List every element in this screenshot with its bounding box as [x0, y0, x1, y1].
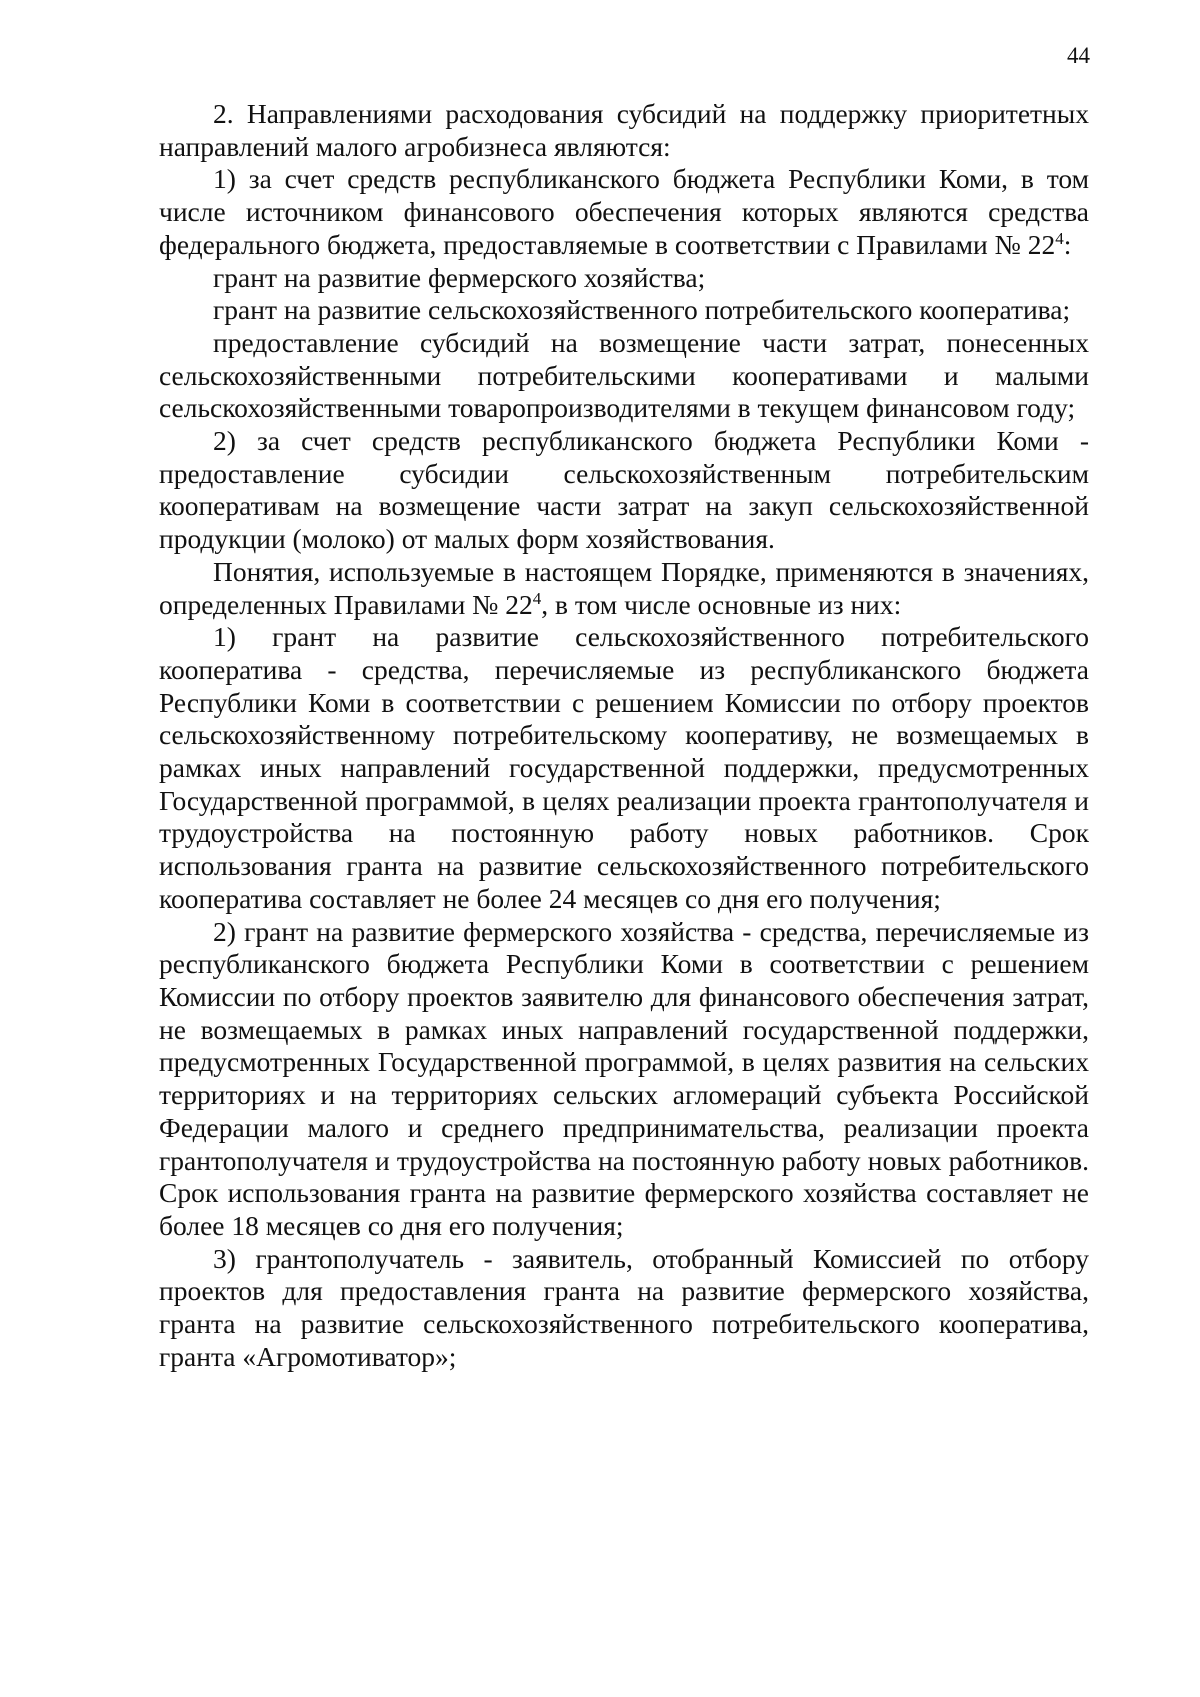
paragraph — [159, 916, 1089, 1243]
paragraph — [159, 262, 1089, 295]
paragraph — [159, 1243, 1089, 1374]
paragraph-text: предоставление субсидий на возмещение части затрат, понесенных сельскохозяйственными потребительскими кооперативами и малыми сельскохозяйственными товаропроизводителями в текущем финансовом году; — [159, 326, 1089, 424]
paragraph-text: 1) за счет средств республиканского бюджета Республики Коми, в том числе источником финансового обеспечения которых являются средства федерального бюджета, предоставляемые в соответствии с Правилами № 22 — [159, 163, 1089, 260]
paragraph — [159, 98, 1089, 163]
paragraph-text: 3) грантополучатель - заявитель, отобранный Комиссией по отбору проектов для предоставления гранта на развитие фермерского хозяйства, гранта на развитие сельскохозяйственного потребительского кооператива, гранта «Агромотиватор»; — [159, 1242, 1089, 1372]
footnote-superscript: 4 — [1055, 228, 1064, 248]
paragraph-text: грант на развитие фермерского хозяйства; — [213, 261, 706, 293]
paragraph-tail: , в том числе основные из них: — [541, 588, 902, 620]
paragraph — [159, 163, 1089, 261]
document-body — [159, 98, 1089, 1373]
paragraph-text: 1) грант на развитие сельскохозяйственного потребительского кооператива - средства, перечисляемые из республиканского бюджета Республики Коми в соответствии с решением Комиссии по отбору проектов сельскохозяйственному потребительскому кооперативу, не возмещаемых в рамках иных направлений государственной поддержки, предусмотренных Государственной программой, в целях реализации проекта грантополучателя и трудоустройства на постоянную работу новых работников. Срок использования гранта на развитие сельскохозяйственного потребительского кооператива составляет не более 24 месяцев со дня его получения; — [159, 621, 1089, 914]
paragraph-text: 2) за счет средств республиканского бюджета Республики Коми - предоставление субсидии сельскохозяйственным потребительским кооперативам на возмещение части затрат на закуп сельскохозяйственной продукции (молоко) от малых форм хозяйствования. — [159, 425, 1089, 555]
paragraph-tail: : — [1063, 228, 1072, 260]
paragraph — [159, 327, 1089, 425]
paragraph-text: грант на развитие сельскохозяйственного потребительского кооператива; — [213, 294, 1071, 326]
page-number: 44 — [1067, 43, 1090, 68]
paragraph-text: 2. Направлениями расходования субсидий на поддержку приоритетных направлений малого агробизнеса являются: — [159, 98, 1089, 162]
paragraph — [159, 556, 1089, 621]
footnote-superscript: 4 — [532, 588, 542, 608]
paragraph-text: 2) грант на развитие фермерского хозяйства - средства, перечисляемые из республиканского бюджета Республики Коми в соответствии с решением Комиссии по отбору проектов заявителю для финансового обеспечения затрат, не возмещаемых в рамках иных направлений государственной поддержки, предусмотренных Государственной программой, в целях развития на сельских территориях и на территориях сельских агломераций субъекта Российской Федерации малого и среднего предпринимательства, реализации проекта грантополучателя и трудоустройства на постоянную работу новых работников. Срок использования гранта на развитие фермерского хозяйства составляет не более 18 месяцев со дня его получения; — [159, 915, 1089, 1241]
paragraph — [159, 425, 1089, 556]
paragraph — [159, 621, 1089, 915]
paragraph-text: Понятия, используемые в настоящем Порядке, применяются в значениях, определенных Правилами № 22 — [159, 555, 1089, 620]
paragraph — [159, 294, 1089, 327]
